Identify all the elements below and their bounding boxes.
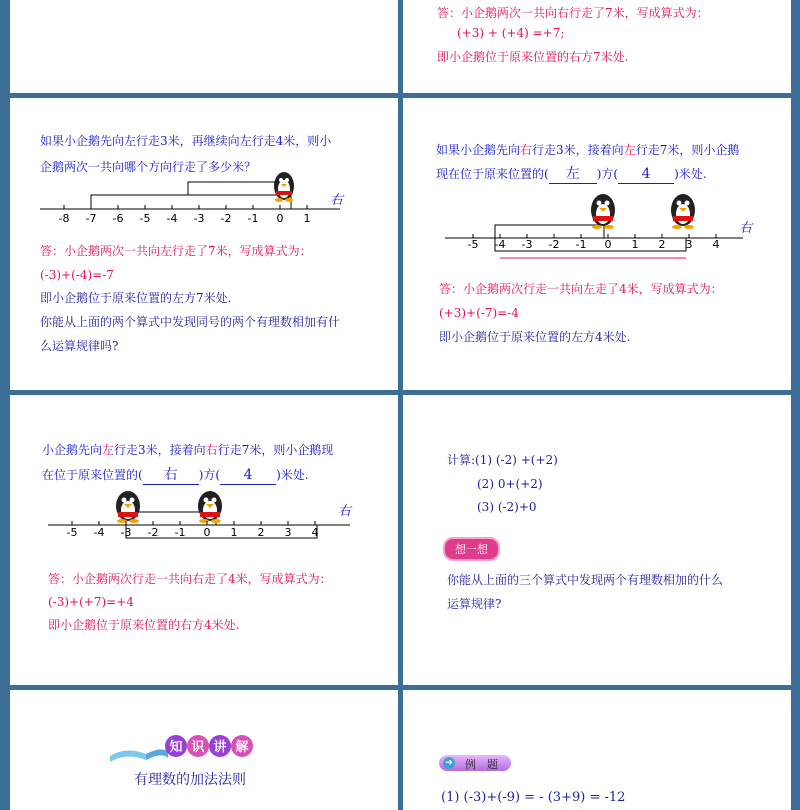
- slide-7: [10, 690, 398, 810]
- tick-label: -3: [120, 526, 132, 539]
- conclusion: 即小企鹅位于原来位置的左方4米处.: [439, 330, 631, 344]
- tick-label: 0: [276, 212, 284, 225]
- knowledge-tag: [106, 730, 266, 764]
- tag-char: 讲: [213, 740, 227, 755]
- question-line-1: 如果小企鹅先向左行走3米，再继续向左行走4米，则小: [40, 134, 332, 148]
- tick-label: -4: [93, 526, 105, 539]
- tick-label: -3: [521, 238, 533, 251]
- follow-up-line-1: 你能从上面的两个算式中发现同号的两个有理数相加有什: [40, 315, 341, 329]
- tick-label: -3: [193, 212, 205, 225]
- tick-label: 0: [604, 238, 612, 251]
- penguin-icon: [198, 491, 222, 523]
- penguin-icon: [591, 194, 615, 229]
- tick-label: -6: [112, 212, 124, 225]
- tick-label: -8: [58, 212, 70, 225]
- conclusion: 即小企鹅位于原来位置的右方7米处.: [437, 50, 629, 64]
- example-line-1: (1) (-3)+(-9) = - (3+9) = -12: [441, 790, 626, 805]
- tick-label: -1: [174, 526, 186, 539]
- calc-line-3: (3) (-2)+0: [477, 500, 537, 514]
- tick-label: 3: [685, 238, 693, 251]
- slide-8: [403, 690, 791, 810]
- tick-label: -4: [166, 212, 178, 225]
- blank-number: 4: [641, 166, 651, 182]
- formula: (-3)+(+7)=+4: [48, 595, 134, 609]
- slide-3: [10, 98, 398, 390]
- answer-line: 答：小企鹅两次行走一共向右走了4米，写成算式为：: [48, 572, 332, 586]
- tick-label: 2: [257, 526, 265, 539]
- question-line-1: 如果小企鹅先向右行走3米，接着向左行走7米，则小企鹅: [436, 143, 740, 157]
- tick-label: 3: [284, 526, 292, 539]
- tick-label: 1: [303, 212, 311, 225]
- blank-direction: 右: [163, 467, 178, 483]
- think-badge: 想一想: [443, 537, 500, 561]
- slide-6: [403, 395, 791, 685]
- tick-label: -2: [220, 212, 232, 225]
- slide-5: [10, 395, 398, 685]
- number-line-diagram: [403, 190, 791, 270]
- question-line-2: 现在位于原来位置的( 左 )方( 4 )米处.: [436, 166, 707, 182]
- tag-char: 知: [169, 740, 183, 755]
- tick-label: -5: [66, 526, 78, 539]
- conclusion: 即小企鹅位于原来位置的左方7米处.: [40, 291, 232, 305]
- prompt-line-2: 运算规律?: [447, 597, 502, 611]
- example-tag: ➔ 例 题: [439, 755, 511, 771]
- number-line-diagram: [10, 168, 398, 248]
- follow-up-line-2: 么运算规律吗?: [40, 339, 119, 353]
- slide-2: [403, 0, 791, 93]
- question-line-1: 小企鹅先向左行走3米，接着向右行走7米，则小企鹅现: [42, 443, 334, 457]
- tick-label: 4: [712, 238, 720, 251]
- prompt-line-1: 你能从上面的三个算式中发现两个有理数相加的什么: [447, 573, 724, 587]
- tick-label: -2: [147, 526, 159, 539]
- tick-label: -7: [85, 212, 97, 225]
- tick-label: 0: [203, 526, 211, 539]
- tick-label: -4: [494, 238, 506, 251]
- formula: (+3) + (+4) =+7;: [457, 26, 565, 40]
- section-title: 有理数的加法法则: [134, 772, 246, 788]
- slide-4: [403, 98, 791, 390]
- book-icon: [110, 749, 168, 762]
- formula: (+3)+(-7)=-4: [439, 306, 519, 320]
- calc-line-1: 计算:(1) (-2) +(+2): [447, 453, 558, 467]
- penguin-icon: [671, 194, 695, 229]
- tick-label: -1: [575, 238, 587, 251]
- penguin-icon: [116, 491, 140, 523]
- tick-label: 1: [230, 526, 238, 539]
- answer-line: 答：小企鹅两次行走一共向左走了4米，写成算式为：: [439, 282, 723, 296]
- arrow-icon: ➔: [443, 757, 455, 769]
- answer-line: 答：小企鹅两次一共向左行走了7米，写成算式为：: [40, 244, 312, 258]
- slide-1: [10, 0, 398, 93]
- answer-line: 答：小企鹅两次一共向右行走了7米，写成算式为：: [437, 6, 709, 20]
- formula: (-3)+(-4)=-7: [40, 268, 114, 282]
- calc-line-2: (2) 0+(+2): [477, 477, 543, 491]
- tick-label: -5: [139, 212, 151, 225]
- blank-number: 4: [243, 467, 253, 483]
- tick-label: -2: [548, 238, 560, 251]
- number-line-diagram: [10, 490, 398, 560]
- tag-char: 识: [191, 740, 205, 755]
- tick-label: -5: [467, 238, 479, 251]
- tick-label: -1: [247, 212, 259, 225]
- blank-direction: 左: [565, 166, 580, 182]
- direction-label: 右: [330, 193, 344, 208]
- direction-label: 右: [338, 504, 352, 519]
- tick-label: 1: [631, 238, 639, 251]
- question-line-2: 在位于原来位置的( 右 )方( 4 )米处.: [42, 467, 309, 483]
- tick-label: 2: [658, 238, 666, 251]
- tick-label: 4: [311, 526, 319, 539]
- conclusion: 即小企鹅位于原来位置的右方4米处.: [48, 618, 240, 632]
- direction-label: 右: [739, 221, 753, 236]
- tag-char: 解: [235, 740, 249, 755]
- question-line-2: 企鹅两次一共向哪个方向行走了多少米？: [40, 160, 257, 174]
